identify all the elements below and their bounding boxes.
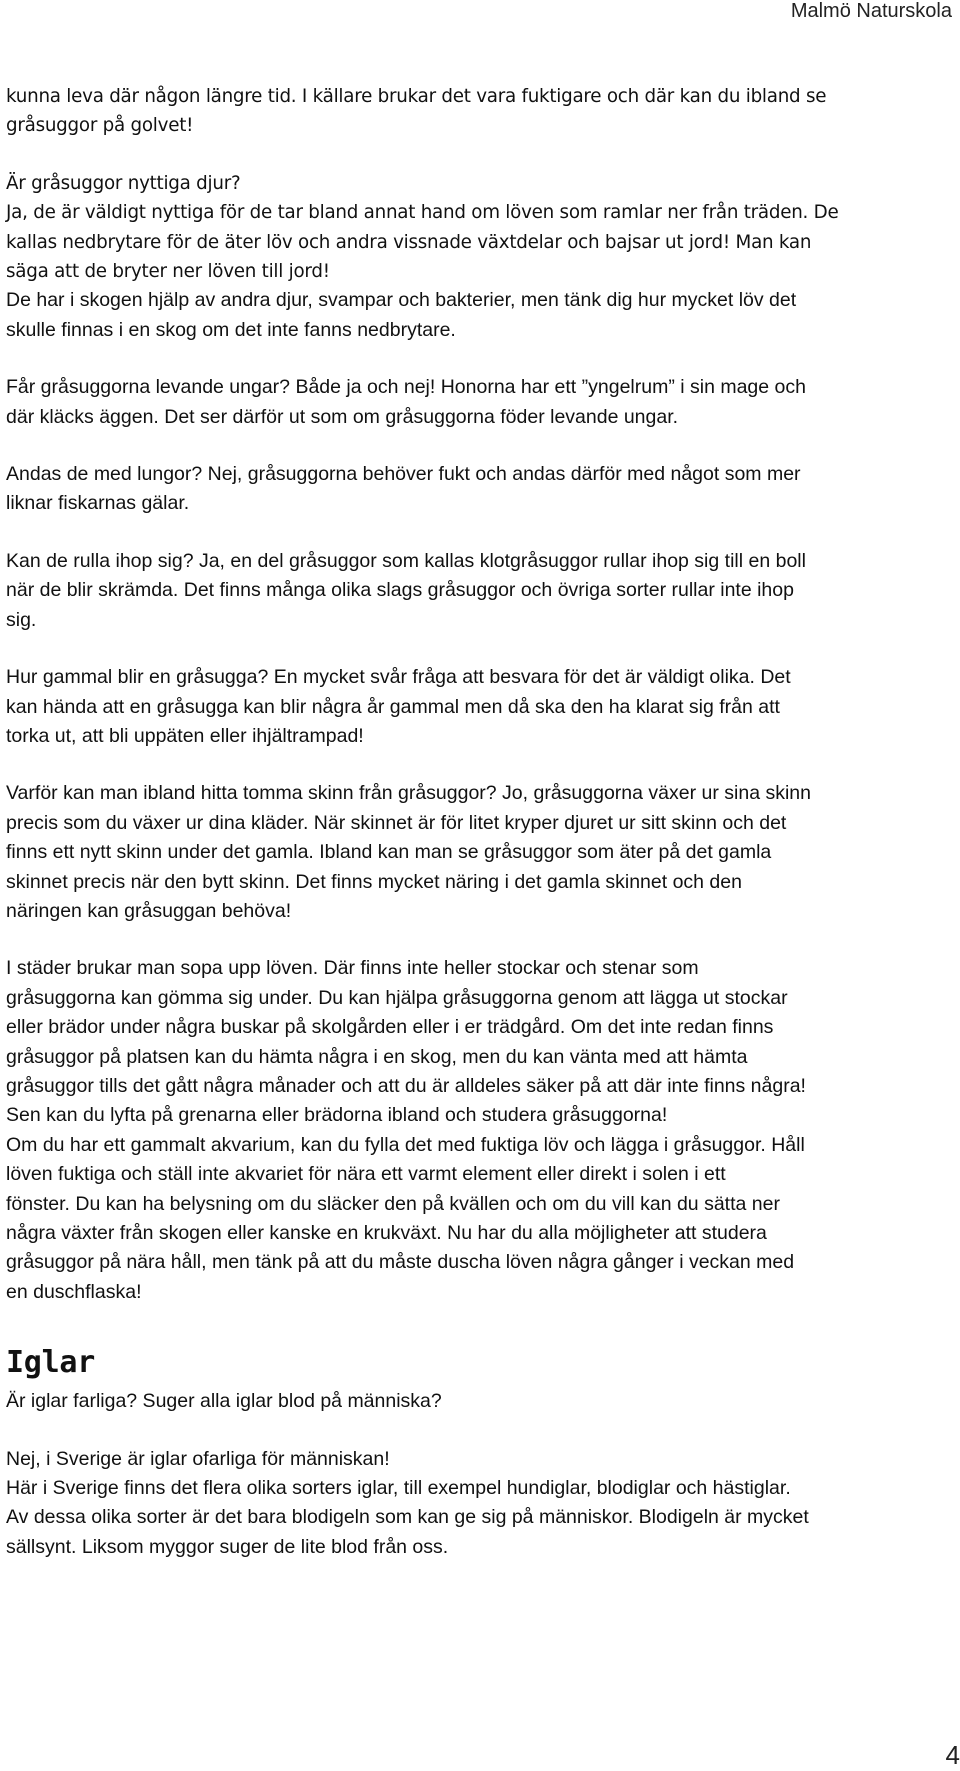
text-line: Kan de rulla ihop sig? Ja, en del gråsuggor som kallas klotgråsuggor rullar ihop sig till en boll bbox=[6, 549, 806, 572]
text-line: skulle finnas i en skog om det inte fanns nedbrytare. bbox=[6, 318, 456, 341]
text-line: några växter från skogen eller kanske en krukväxt. Nu har du alla möjligheter att studera bbox=[6, 1222, 767, 1244]
paragraph-gap bbox=[6, 141, 956, 169]
text-line: torka ut, att bli uppäten eller ihjältrampad! bbox=[6, 724, 364, 747]
text-line: finns ett nytt skinn under det gamla. Ibland kan man se gråsuggor som äter på det gamla bbox=[6, 841, 772, 864]
paragraph-gap bbox=[6, 1417, 956, 1445]
text-line: löven fuktiga och ställ inte akvariet för nära ett varmt element eller direkt i solen i ett bbox=[6, 1163, 726, 1186]
text-line: gråsuggor tills det gått några månader och att du är alldeles säker på att där inte finns några! bbox=[6, 1074, 806, 1097]
paragraph-gap bbox=[6, 926, 956, 954]
text-line: Av dessa olika sorter är det bara blodigeln som kan ge sig på människor. Blodigeln är mycket bbox=[6, 1506, 809, 1529]
paragraph-gap bbox=[6, 519, 956, 547]
page-header: Malmö Naturskola bbox=[790, 0, 952, 22]
text-line: skinnet precis när den bytt skinn. Det finns mycket näring i det gamla skinnet och den bbox=[6, 870, 742, 893]
paragraph-gap bbox=[6, 345, 956, 373]
text-line: kallas nedbrytare för de äter löv och andra vissnade växtdelar och bajsar ut jord! Man kan bbox=[6, 231, 812, 253]
text-line: näringen kan gråsuggan behöva! bbox=[6, 899, 292, 922]
text-line: Hur gammal blir en gråsugga? En mycket svår fråga att besvara för det är väldigt olika. Det bbox=[6, 666, 791, 689]
text-line: där kläcks äggen. Det ser därför ut som om gråsuggorna föder levande ungar. bbox=[6, 405, 679, 428]
text-line: De har i skogen hjälp av andra djur, svampar och bakterier, men tänk dig hur mycket löv det bbox=[6, 289, 797, 312]
text-line: gråsuggor på nära håll, men tänk på att du måste duscha löven några gånger i veckan med bbox=[6, 1251, 795, 1274]
text-line: när de blir skrämda. Det finns många olika slags gråsuggor och övriga sorter rullar inte ihop bbox=[6, 579, 794, 602]
text-line: Ja, de är väldigt nyttiga för de tar bland annat hand om löven som ramlar ner från träden. De bbox=[6, 202, 839, 224]
text-line: Nej, i Sverige är iglar ofarliga för människan! bbox=[6, 1447, 390, 1470]
text-line: gråsuggor på golvet! bbox=[6, 115, 194, 137]
text-line: eller brädor under några buskar på skolgården eller i er trädgård. Om det inte redan finns bbox=[6, 1016, 774, 1039]
text-line: Andas de med lungor? Nej, gråsuggorna behöver fukt och andas därför med något som mer bbox=[6, 463, 801, 486]
text-line: Är gråsuggor nyttiga djur? bbox=[6, 172, 241, 194]
page-number: 4 bbox=[945, 1740, 960, 1770]
section-heading: Iglar bbox=[6, 1345, 96, 1381]
text-line: sällsynt. Liksom myggor suger de lite blod från oss. bbox=[6, 1535, 449, 1558]
text-line: Får gråsuggorna levande ungar? Både ja och nej! Honorna har ett ”yngelrum” i sin mage och bbox=[6, 376, 806, 399]
text-line: Är iglar farliga? Suger alla iglar blod på människa? bbox=[6, 1390, 442, 1413]
text-line: fönster. Du kan ha belysning om du släcker den på kvällen och om du vill kan du sätta ner bbox=[6, 1192, 780, 1215]
text-line: precis som du växer ur dina kläder. När skinnet är för litet kryper djuret ur sitt skinn och det bbox=[6, 811, 787, 834]
text-line: Om du har ett gammalt akvarium, kan du fylla det med fuktiga löv och lägga i gråsuggor. Håll bbox=[6, 1133, 805, 1156]
text-line: Varför kan man ibland hitta tomma skinn från gråsuggor? Jo, gråsuggorna växer ur sina skinn bbox=[6, 782, 811, 805]
text-line: kan hända att en gråsugga kan blir några år gammal men då ska den ha klarat sig från att bbox=[6, 695, 780, 718]
text-line: I städer brukar man sopa upp löven. Där finns inte heller stockar och stenar som bbox=[6, 957, 699, 980]
text-line: gråsuggorna kan gömma sig under. Du kan hjälpa gråsuggorna genom att lägga ut stockar bbox=[6, 986, 788, 1009]
text-line: Sen kan du lyfta på grenarna eller brädorna ibland och studera gråsuggorna! bbox=[6, 1104, 668, 1127]
paragraph-gap bbox=[6, 432, 956, 460]
text-line: sig. bbox=[6, 608, 37, 631]
paragraph-gap bbox=[6, 635, 956, 663]
text-line: en duschflaska! bbox=[6, 1280, 142, 1303]
text-line: säga att de bryter ner löven till jord! bbox=[6, 261, 330, 283]
body-text bbox=[6, 82, 956, 1562]
text-line: liknar fiskarnas gälar. bbox=[6, 492, 190, 515]
paragraph-gap bbox=[6, 751, 956, 779]
text-line: gråsuggor på platsen kan du hämta några i en skog, men du kan vänta med att hämta bbox=[6, 1045, 748, 1068]
text-line: kunna leva där någon längre tid. I källare brukar det vara fuktigare och där kan du ibland se bbox=[6, 86, 827, 107]
text-line: Här i Sverige finns det flera olika sorters iglar, till exempel hundiglar, blodiglar och hästiglar. bbox=[6, 1477, 791, 1500]
